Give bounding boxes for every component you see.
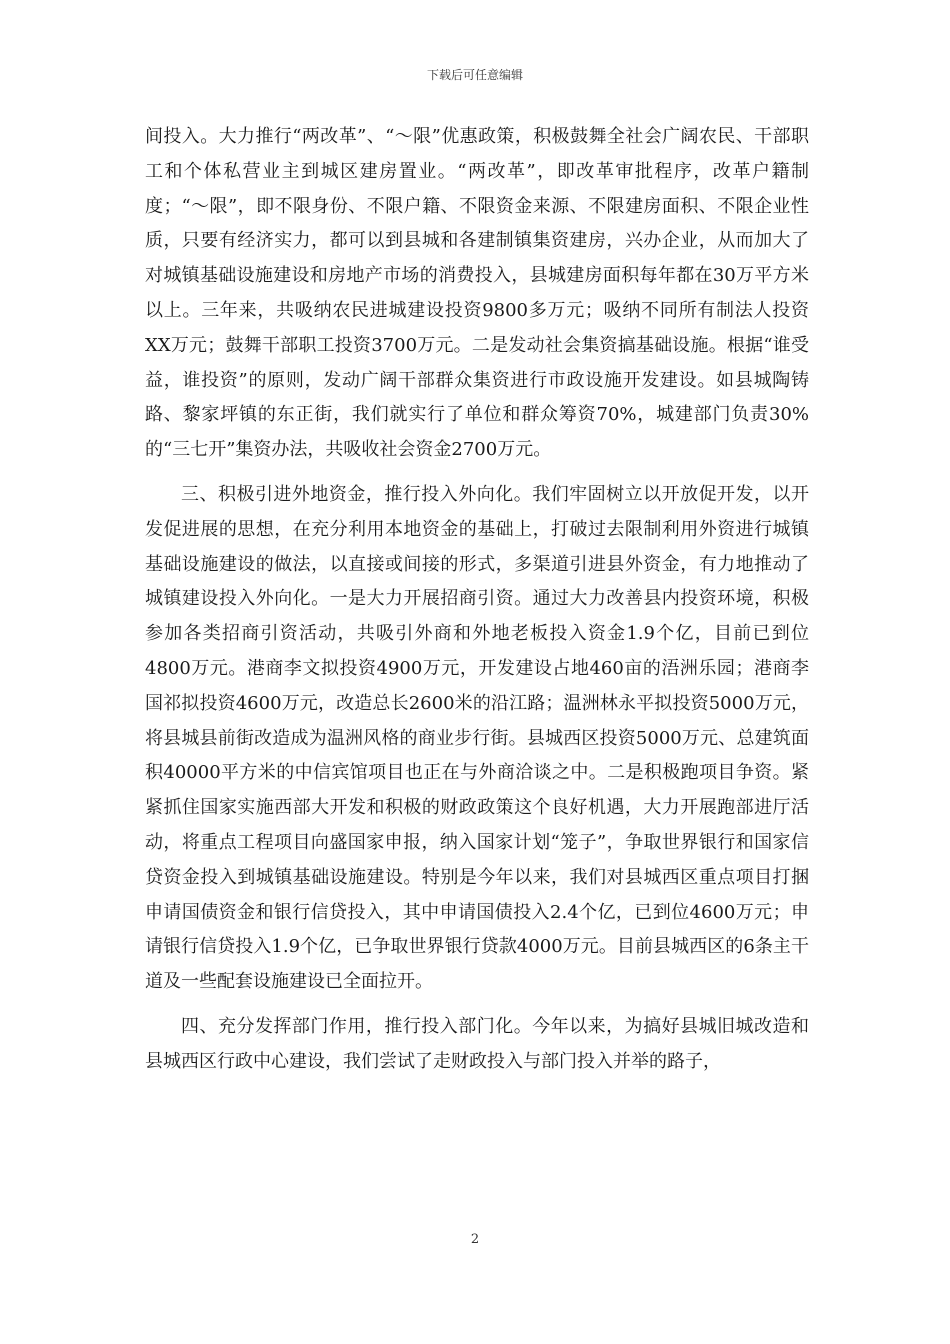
paragraph-section-three: 三、积极引进外地资金，推行投入外向化。我们牢固树立以开放促开发，以开发促进展的思想，在充分利用本地资金的基础上，打破过去限制利用外资进行城镇基础设施建设的做法，以直接或间接的形式，多渠道引进县外资金，有力地推动了城镇建设投入外向化。一是大力开展招商引资。通过大力改善县内投资环境，积极参加各类招商引资活动，共吸引外商和外地老板投入资金1.9个亿，目前已到位4800万元。港商李文拟投资4900万元，开发建设占地460亩的浯洲乐园；港商李国祁拟投资4600万元，改造总长2600米的沿江路；温洲林永平拟投资5000万元，将县城县前街改造成为温洲风格的商业步行街。县城西区投资5000万元、总建筑面积40000平方米的中信宾馆项目也正在与外商洽谈之中。二是积极跑项目争资。紧紧抓住国家实施西部大开发和积极的财政政策这个良好机遇，大力开展跑部进厅活动，将重点工程项目向盛国家申报，纳入国家计划“笼子”，争取世界银行和国家信贷资金投入到城镇基础设施建设。特别是今年以来，我们对县城西区重点项目打捆申请国债资金和银行信贷投入，其中申请国债投入2.4个亿，已到位4600万元；申请银行信贷投入1.9个亿，已争取世界银行贷款4000万元。目前县城西区的6条主干道及一些配套设施建设已全面拉开。 [145, 483, 809, 993]
document-body [145, 120, 809, 1080]
page-number: 2 [470, 1232, 480, 1247]
paragraph-section-four: 四、充分发挥部门作用，推行投入部门化。今年以来，为搞好县城旧城改造和县城西区行政中心建设，我们尝试了走财政投入与部门投入并举的路子， [145, 1015, 809, 1072]
paragraph-continuation: 间投入。大力推行“两改革”、“～限”优惠政策，积极鼓舞全社会广阔农民、干部职工和个体私营业主到城区建房置业。“两改革”，即改革审批程序，改革户籍制度；“～限”，即不限身份、不限户籍、不限资金来源、不限建房面积、不限企业性质，只要有经济实力，都可以到县城和各建制镇集资建房，兴办企业，从而加大了对城镇基础设施建设和房地产市场的消费投入，县城建房面积每年都在30万平方米以上。三年来，共吸纳农民进城建设投资9800多万元；吸纳不同所有制法人投资XX万元；鼓舞干部职工投资3700万元。二是发动社会集资搞基础设施。根据“谁受益，谁投资”的原则，发动广阔干部群众集资进行市政设施开发建设。如县城陶铸路、黎家坪镇的东正街，我们就实行了单位和群众筹资70%，城建部门负责30%的“三七开”集资办法，共吸收社会资金2700万元。 [145, 126, 809, 461]
page-header: 下载后可任意编辑 [426, 68, 523, 82]
